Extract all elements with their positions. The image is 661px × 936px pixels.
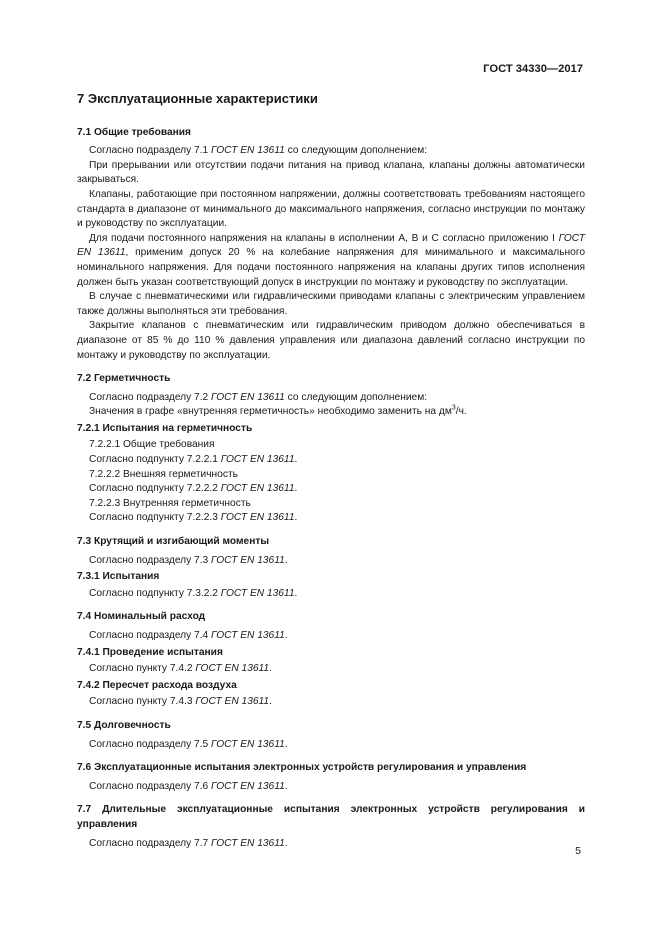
paragraph: Согласно подразделу 7.6 ГОСТ EN 13611.	[89, 780, 288, 792]
paragraph: Клапаны, работающие при постоянном напряжении, должны соответствовать требованиям настоящего стандарта в диапазоне от минимального до максимального напряжения, согласно инструкции по монтажу и руководству по эксплуатации.	[77, 188, 585, 230]
paragraph: Согласно подразделу 7.7 ГОСТ EN 13611.	[89, 837, 288, 849]
clause-7-3-1-title: 7.3.1 Испытания	[77, 571, 160, 583]
clause-7-2-1-title: 7.2.1 Испытания на герметичность	[77, 422, 253, 434]
subsection-7-4-title: 7.4 Номинальный расход	[77, 611, 206, 623]
subsection-7-5-title: 7.5 Долговечность	[77, 719, 171, 731]
section-title: 7 Эксплуатационные характеристики	[77, 91, 318, 106]
paragraph: Согласно пункту 7.4.2 ГОСТ EN 13611.	[89, 663, 272, 675]
paragraph: При прерывании или отсутствии подачи питания на привод клапана, клапаны должны автоматически закрываться.	[77, 159, 585, 186]
standard-ref: ГОСТ EN 13611	[77, 232, 585, 259]
standard-header: ГОСТ 34330—2017	[483, 63, 583, 75]
paragraph: Для подачи постоянного напряжения на клапаны в исполнении А, В и С согласно приложению I ГОСТ EN 13611, применим допуск 20 % на колебание напряжения для минимального и максимального номинального напряжения. Для подачи постоянного напряжения на клапаны других типов исполнения должен быть указан соответствующий допуск в инструкции по монтажу и руководству по эксплуатации.	[77, 232, 585, 288]
paragraph: Согласно подразделу 7.4 ГОСТ EN 13611.	[89, 630, 288, 641]
page-content	[77, 92, 585, 851]
paragraph: Согласно подразделу 7.2 ГОСТ EN 13611 со следующим дополнением:	[89, 391, 428, 403]
paragraph: Значения в графе «внутренняя герметичность» необходимо заменить на $дм^3/ч$.	[89, 404, 467, 418]
subsection-7-3-title: 7.3 Крутящий и изгибающий моменты	[77, 536, 270, 548]
paragraph: Закрытие клапанов с пневматическим или гидравлическим приводом должно обеспечиваться в диапазоне от 85 % до 110 % давления управления или диапазона давлений согласно инструкции по монтажу и руководству по эксплуатации.	[77, 320, 585, 361]
paragraph: Согласно подразделу 7.5 ГОСТ EN 13611.	[89, 738, 288, 750]
standard-ref: ГОСТ EN 13611	[211, 391, 285, 403]
subsection-7-7-title: 7.7 Длительные эксплуатационные испытания электронных устройств регулирования и управления	[77, 804, 585, 830]
clause-7-2-2-1-title: 7.2.2.1 Общие требования	[89, 439, 215, 451]
standard-ref: ГОСТ EN 13611	[211, 145, 285, 157]
clause-7-4-2-title: 7.4.2 Пересчет расхода воздуха	[77, 679, 237, 691]
subsection-7-1-title: 7.1 Общие требования	[77, 126, 191, 138]
paragraph: Согласно подразделу 7.3 ГОСТ EN 13611.	[89, 554, 288, 566]
subsection-7-6-title: 7.6 Эксплуатационные испытания электронных устройств регулирования и управления	[77, 762, 527, 774]
paragraph: Согласно подпункту 7.2.2.1 ГОСТ EN 13611.	[89, 454, 298, 466]
paragraph: Согласно подпункту 7.2.2.3 ГОСТ EN 13611.	[89, 512, 298, 524]
paragraph: Согласно подпункту 7.3.2.2 ГОСТ EN 13611.	[89, 587, 298, 599]
paragraph: В случае с пневматическими или гидравлическими приводами клапаны с электрическим управлением также должны выполняться эти требования.	[77, 291, 585, 317]
paragraph: Согласно подпункту 7.2.2.2 ГОСТ EN 13611.	[89, 483, 298, 495]
subsection-7-2-title: 7.2 Герметичность	[77, 373, 171, 385]
clause-7-2-2-3-title: 7.2.2.3 Внутренняя герметичность	[89, 497, 251, 509]
clause-7-4-1-title: 7.4.1 Проведение испытания	[77, 646, 223, 658]
page-number: 5	[575, 845, 581, 857]
paragraph: Согласно пункту 7.4.3 ГОСТ EN 13611.	[89, 696, 272, 708]
paragraph: Согласно подразделу 7.1 ГОСТ EN 13611 со следующим дополнением:	[89, 145, 428, 157]
clause-7-2-2-2-title: 7.2.2.2 Внешняя герметичность	[89, 468, 238, 480]
